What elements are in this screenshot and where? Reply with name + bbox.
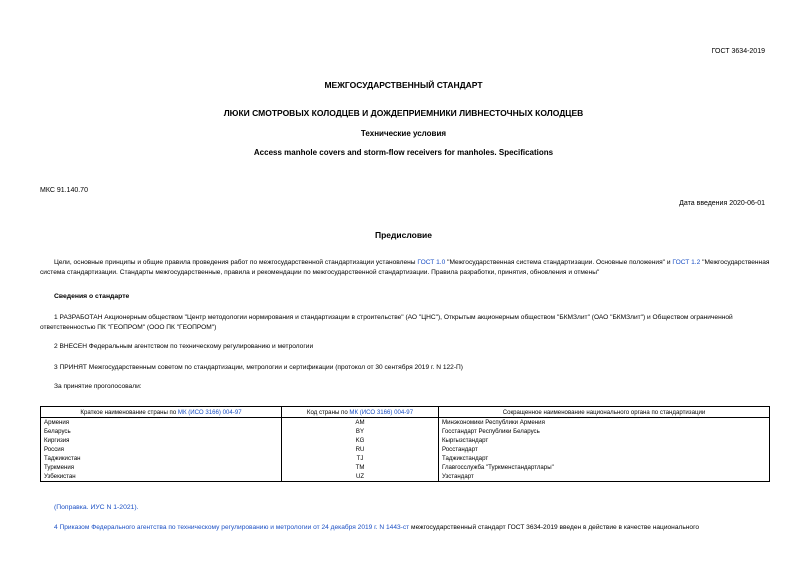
mk-iso-link[interactable]: МК (ИСО 3166) 004-97: [349, 408, 414, 416]
cell-country: Туркмения: [41, 463, 282, 472]
table-row: [41, 445, 770, 454]
introduction-date: Дата введения 2020-06-01: [679, 200, 765, 207]
cell-code: TM: [282, 463, 439, 472]
table-row: [41, 472, 770, 482]
cell-code: TJ: [282, 454, 439, 463]
table-header-row: [41, 407, 770, 418]
cell-body: Главгосслужба "Туркменстандартлары": [439, 463, 770, 472]
mk-iso-link[interactable]: МК (ИСО 3166) 004-97: [177, 408, 242, 416]
voting-countries-table: [40, 406, 770, 482]
voted-label: За принятие проголосовали:: [54, 383, 142, 390]
standard-type: МЕЖГОСУДАРСТВЕННЫЙ СТАНДАРТ: [324, 80, 483, 90]
submitted-by-paragraph: 2 ВНЕСЕН Федеральным агентством по техническому регулированию и метрологии: [54, 343, 314, 350]
cell-code: UZ: [282, 472, 439, 482]
cell-country: Киргизия: [41, 436, 282, 445]
paragraph-text: Цели, основные принципы и общие правила проведения работ по межгосударственной стандартизации установлены: [54, 259, 418, 266]
order-paragraph: [54, 524, 699, 531]
gost-1-0-link[interactable]: ГОСТ 1.0: [417, 259, 446, 266]
mks-code: МКС 91.140.70: [40, 187, 88, 194]
foreword-heading: Предисловие: [374, 230, 433, 240]
paragraph-text: межгосударственный стандарт ГОСТ 3634-2019 введен в действие в качестве национального: [409, 524, 700, 531]
standard-title: ЛЮКИ СМОТРОВЫХ КОЛОДЦЕВ И ДОЖДЕПРИЕМНИКИ ЛИВНЕСТОЧНЫХ КОЛОДЦЕВ: [223, 108, 584, 118]
amendment-link[interactable]: (Поправка. ИУС N 1-2021).: [54, 504, 139, 511]
table-row: [41, 454, 770, 463]
paragraph-text: "Межгосударственная система стандартизации. Основные положения" и: [445, 259, 673, 266]
cell-code: RU: [282, 445, 439, 454]
cell-country: Узбекистан: [41, 472, 282, 482]
table-row: [41, 427, 770, 436]
cell-country: Армения: [41, 418, 282, 428]
cell-body: Росстандарт: [439, 445, 770, 454]
cell-body: Таджикстандарт: [439, 454, 770, 463]
cell-body: Минэкономики Республики Армения: [439, 418, 770, 428]
developed-by-paragraph: 1 РАЗРАБОТАН Акционерным обществом "Центр методологии нормирования и стандартизации в строительстве" (АО "ЦНС"), Открытым акционерным обществом "БКМЗлит" (ОАО "БКМЗлит") и Обществом ограниченной ответственностью ПК "ГЕОПРОМ" (ООО ПК "ГЕОПРОМ"): [40, 314, 733, 331]
cell-body: Госстандарт Республики Беларусь: [439, 427, 770, 436]
cell-code: BY: [282, 427, 439, 436]
adopted-by-paragraph: 3 ПРИНЯТ Межгосударственным советом по стандартизации, метрологии и сертификации (протокол от 30 сентября 2019 г. N 122-П): [54, 364, 463, 371]
column-header-country: [41, 407, 282, 418]
header-text: Краткое наименование страны по: [80, 408, 178, 416]
standard-title-english: Access manhole covers and storm-flow receivers for manholes. Specifications: [253, 148, 554, 157]
cell-country: Таджикистан: [41, 454, 282, 463]
cell-body: Узстандарт: [439, 472, 770, 482]
column-header-code: [282, 407, 439, 418]
gost-1-2-link[interactable]: ГОСТ 1.2: [672, 259, 701, 266]
document-code: ГОСТ 3634-2019: [711, 48, 765, 55]
table-row: [41, 436, 770, 445]
table-row: [41, 418, 770, 428]
cell-body: Кыргызстандарт: [439, 436, 770, 445]
table-row: [41, 463, 770, 472]
header-text: Код страны по: [306, 408, 350, 416]
cell-country: Россия: [41, 445, 282, 454]
foreword-paragraph: [40, 258, 770, 278]
cell-country: Беларусь: [41, 427, 282, 436]
standard-subtitle: Технические условия: [360, 129, 447, 138]
cell-code: AM: [282, 418, 439, 428]
standard-info-heading: Сведения о стандарте: [54, 293, 130, 300]
paragraph-text: "Межгосударственная система стандартизации. Стандарты межгосударственные, правила и рекомендации по межгосударственной стандартизации. Правила разработки, принятия, обновления и отмены": [40, 259, 770, 276]
cell-code: KG: [282, 436, 439, 445]
column-header-body: Сокращенное наименование национального органа по стандартизации: [439, 407, 770, 418]
order-link[interactable]: 4 Приказом Федерального агентства по техническому регулированию и метрологии от 24 декабря 2019 г. N 1443-ст: [54, 524, 410, 531]
